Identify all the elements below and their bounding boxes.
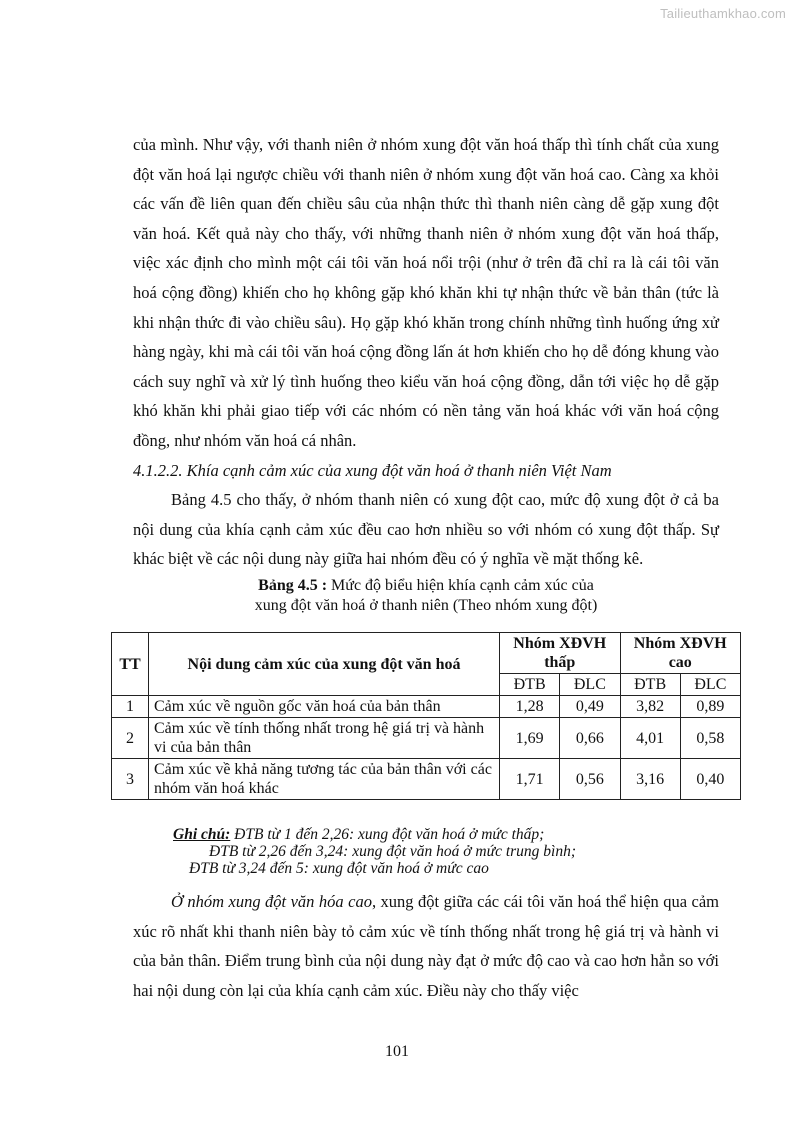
row-high-dlc: 0,89 [680, 696, 740, 718]
body-text [133, 130, 719, 616]
paragraph-3 [133, 887, 719, 1005]
row-low-dlc: 0,56 [560, 759, 620, 800]
row-content: Cảm xúc về nguồn gốc văn hoá của bản thân [149, 696, 500, 718]
notes-line3: ĐTB từ 3,24 đến 5: xung đột văn hoá ở mức cao [189, 860, 489, 877]
table-notes [173, 826, 576, 877]
row-low-dtb: 1,69 [500, 718, 560, 759]
row-high-dlc: 0,40 [680, 759, 740, 800]
row-content: Cảm xúc về khả năng tương tác của bản thân với các nhóm văn hoá khác [149, 759, 500, 800]
header-high-group: Nhóm XĐVH cao [620, 633, 741, 674]
table-caption-line2: xung đột văn hoá ở thanh niên (Theo nhóm xung đột) [254, 596, 598, 614]
notes-label: Ghi chú: [173, 826, 231, 843]
table-caption-label: Bảng 4.5 : [258, 576, 328, 594]
paragraph-3-italic-lead: Ở nhóm xung đột văn hóa cao [171, 892, 372, 911]
header-content: Nội dung cảm xúc của xung đột văn hoá [149, 633, 500, 696]
paragraph-1: của mình. Như vậy, với thanh niên ở nhóm xung đột văn hoá thấp thì tính chất của xung đột văn hoá lại ngược chiều với thanh niên ở nhóm xung đột văn hoá cao. Càng xa khỏi các vấn đề liên quan đến chiều sâu của nhận thức thì thanh niên càng dễ gặp xung đột văn hoá. Kết quả này cho thấy, với những thanh niên ở nhóm xung đột văn hoá thấp, việc xác định cho mình một cái tôi văn hoá nổi trội (như ở trên đã chỉ ra là cái tôi văn hoá cộng đồng) khiến cho họ không gặp khó khăn khi tự nhận thức về bản thân (tức là khi nhận thức đi vào chiều sâu). Họ gặp khó khăn trong chính những tình huống ứng xử hàng ngày, khi mà cái tôi văn hoá cộng đồng lấn át hơn khiến cho họ dễ đóng khung vào cách suy nghĩ và xử lý tình huống theo kiểu văn hoá cộng đồng, dẫn tới việc họ dễ gặp khó khăn khi phải giao tiếp với các nhóm có nền tảng văn hoá khác với văn hoá cộng đồng, như nhóm văn hoá cá nhân. [133, 135, 719, 450]
row-content: Cảm xúc về tính thống nhất trong hệ giá trị và hành vi của bản thân [149, 718, 500, 759]
table-row [112, 759, 741, 800]
notes-line1: ĐTB từ 1 đến 2,26: xung đột văn hoá ở mức thấp; [230, 826, 545, 843]
table-row [112, 696, 741, 718]
data-table [111, 632, 741, 800]
row-tt: 1 [112, 696, 149, 718]
header-tt: TT [112, 633, 149, 696]
row-tt: 3 [112, 759, 149, 800]
notes-line2: ĐTB từ 2,26 đến 3,24: xung đột văn hoá ở mức trung bình; [209, 843, 577, 860]
subheader-high-dtb: ĐTB [620, 674, 680, 696]
body-text-continued [133, 887, 719, 1005]
row-low-dlc: 0,66 [560, 718, 620, 759]
row-high-dtb: 3,82 [620, 696, 680, 718]
subheader-low-dlc: ĐLC [560, 674, 620, 696]
row-tt: 2 [112, 718, 149, 759]
row-high-dtb: 3,16 [620, 759, 680, 800]
table-caption [133, 576, 719, 616]
section-subheading: 4.1.2.2. Khía cạnh cảm xúc của xung đột văn hoá ở thanh niên Việt Nam [133, 460, 612, 480]
row-low-dlc: 0,49 [560, 696, 620, 718]
header-low-group: Nhóm XĐVH thấp [500, 633, 621, 674]
row-high-dlc: 0,58 [680, 718, 740, 759]
paragraph-3-text: , xung đột giữa các cái tôi văn hoá thể hiện qua cảm xúc rõ nhất khi thanh niên bày tỏ cảm xúc về tính thống nhất trong hệ giá trị và hành vi của bản thân. Điểm trung bình của nội dung này đạt ở mức độ cao và cao hơn hẳn so với hai nội dung còn lại của khía cạnh cảm xúc. Điều này cho thấy việc [133, 892, 720, 1000]
subheader-high-dlc: ĐLC [680, 674, 740, 696]
subheader-low-dtb: ĐTB [500, 674, 560, 696]
page-number: 101 [385, 1043, 409, 1060]
table-row [112, 718, 741, 759]
row-high-dtb: 4,01 [620, 718, 680, 759]
watermark: Tailieuthamkhao.com [660, 6, 786, 21]
row-low-dtb: 1,71 [500, 759, 560, 800]
table-caption-line1: Mức độ biểu hiện khía cạnh cảm xúc của [327, 576, 594, 594]
row-low-dtb: 1,28 [500, 696, 560, 718]
paragraph-2: Bảng 4.5 cho thấy, ở nhóm thanh niên có xung đột cao, mức độ xung đột ở cả ba nội dung của khía cạnh cảm xúc đều cao hơn nhiều so với nhóm có xung đột thấp. Sự khác biệt về các nội dung này giữa hai nhóm đều có ý nghĩa về mặt thống kê. [133, 490, 719, 569]
